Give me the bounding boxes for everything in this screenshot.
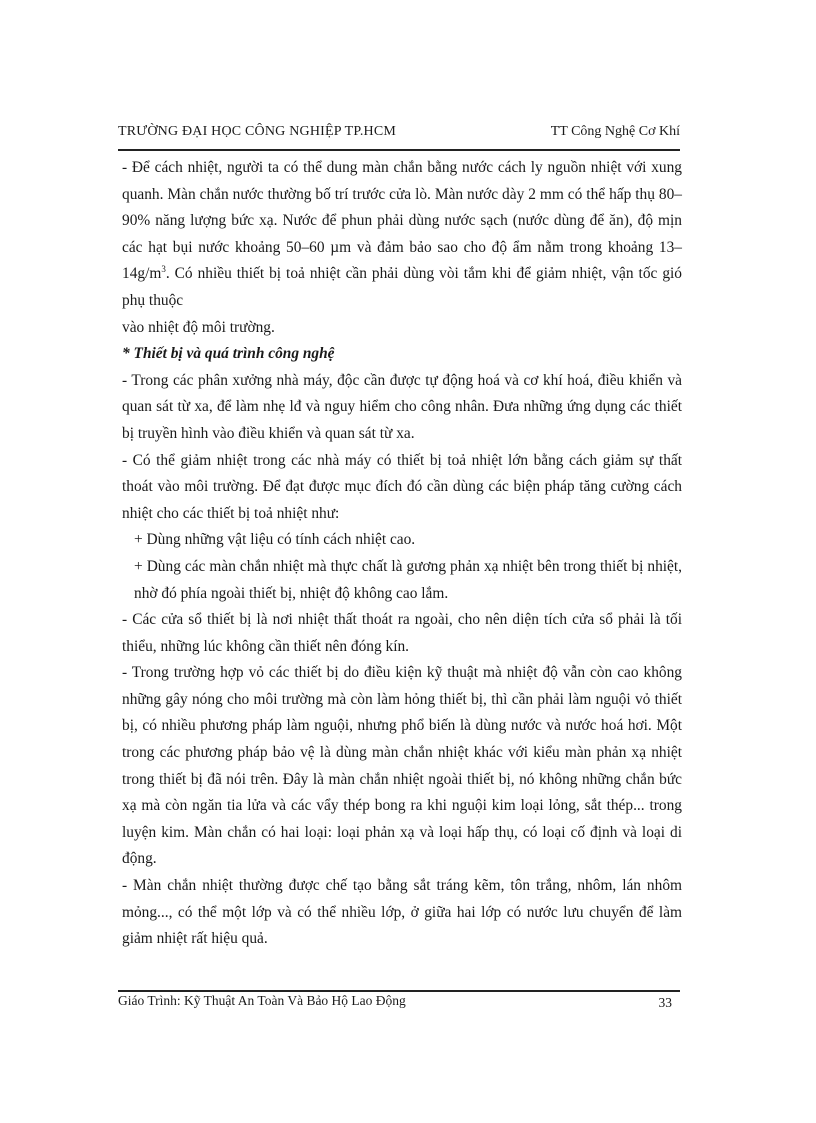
paragraph-water-screen: - Để cách nhiệt, người ta có thể dung màn chắn bằng nước cách ly nguồn nhiệt với xung quanh. Màn chắn nước thường bố trí trước cửa lò. Màn nước dày 2 mm có thể hấp thụ 80–90% năng lượng bức xạ. Nước để phun phải dùng nước sạch (nước dùng để ăn), độ mịn các hạt bụi nước khoảng 50–60 µm và đảm bảo sao cho độ ẩm nằm trong khoảng $13-14g/m^3$. Có nhiều thiết bị toả nhiệt cần phải dùng vòi tắm khi để giảm nhiệt, vận tốc gió phụ thuộc (122, 159, 682, 309)
paragraph-windows: - Các cửa sổ thiết bị là nơi nhiệt thất thoát ra ngoài, cho nên diện tích cửa sổ phải là tối thiểu, những lúc không cần thiết nên đóng kín. (122, 611, 682, 655)
page-header (118, 120, 680, 148)
page-number: 33 (658, 995, 672, 1010)
superscript: 3 (161, 264, 166, 275)
paragraph-water-screen-end: vào nhiệt độ môi trường. (122, 318, 275, 336)
section-heading: * Thiết bị và quá trình công nghệ (122, 345, 335, 363)
footer-title: Giáo Trình: Kỹ Thuật An Toàn Và Bảo Hộ Lao Động (118, 993, 406, 1008)
paragraph-heat-reduction: - Có thể giảm nhiệt trong các nhà máy có thiết bị toả nhiệt lớn bằng cách giảm sự thất thoát vào môi trường. Để đạt được mục đích đó cần dùng các biện pháp tăng cường cách nhiệt cho các thiết bị toả nhiệt như: (122, 451, 682, 522)
list-item-heat-mirror: + Dùng các màn chắn nhiệt mà thực chất là gương phản xạ nhiệt bên trong thiết bị nhiệt, nhờ đó phía ngoài thiết bị, nhiệt độ không cao lắm. (134, 557, 682, 602)
footer-divider (118, 990, 680, 992)
header-department: TT Công Nghệ Cơ Khí (550, 124, 680, 139)
header-institution: TRƯỜNG ĐẠI HỌC CÔNG NGHIỆP TP.HCM (118, 124, 397, 139)
page-footer (118, 993, 680, 1015)
header-divider (118, 149, 680, 151)
list-item-insulation-material: + Dùng những vật liệu có tính cách nhiệt cao. (134, 531, 416, 549)
page-body (122, 155, 682, 953)
paragraph-automation: - Trong các phân xưởng nhà máy, độc cần được tự động hoá và cơ khí hoá, điều khiển và quan sát từ xa, để làm nhẹ lđ và nguy hiểm cho công nhân. Đưa những ứng dụng các thiết bị truyền hình vào điều khiển và quan sát từ xa. (122, 371, 682, 442)
paragraph-screen-materials: - Màn chắn nhiệt thường được chế tạo bằng sắt tráng kẽm, tôn trắng, nhôm, lán nhôm mỏng..., có thể một lớp và có thể nhiều lớp, ở giữa hai lớp có nước lưu chuyển để làm giảm nhiệt rất hiệu quả. (122, 877, 682, 948)
paragraph-cooling: - Trong trường hợp vỏ các thiết bị do điều kiện kỹ thuật mà nhiệt độ vẫn còn cao không những gây nóng cho môi trường mà còn làm hỏng thiết bị, thì cần phải làm nguội vỏ thiết bị, có nhiều phương pháp làm nguội, nhưng phổ biến là dùng nước và nước hoá hơi. Một trong các phương pháp bảo vệ là dùng màn chắn nhiệt khác với kiểu màn phản xạ nhiệt trong thiết bị đã nói trên. Đây là màn chắn nhiệt ngoài thiết bị, nó không những chắn bức xạ mà còn ngăn tia lửa và các vẩy thép bong ra khi nguội kim loại lỏng, sắt thép... trong luyện kim. Màn chắn có hai loại: loại phản xạ và loại hấp thụ, có loại cố định và loại di động. (122, 664, 682, 868)
